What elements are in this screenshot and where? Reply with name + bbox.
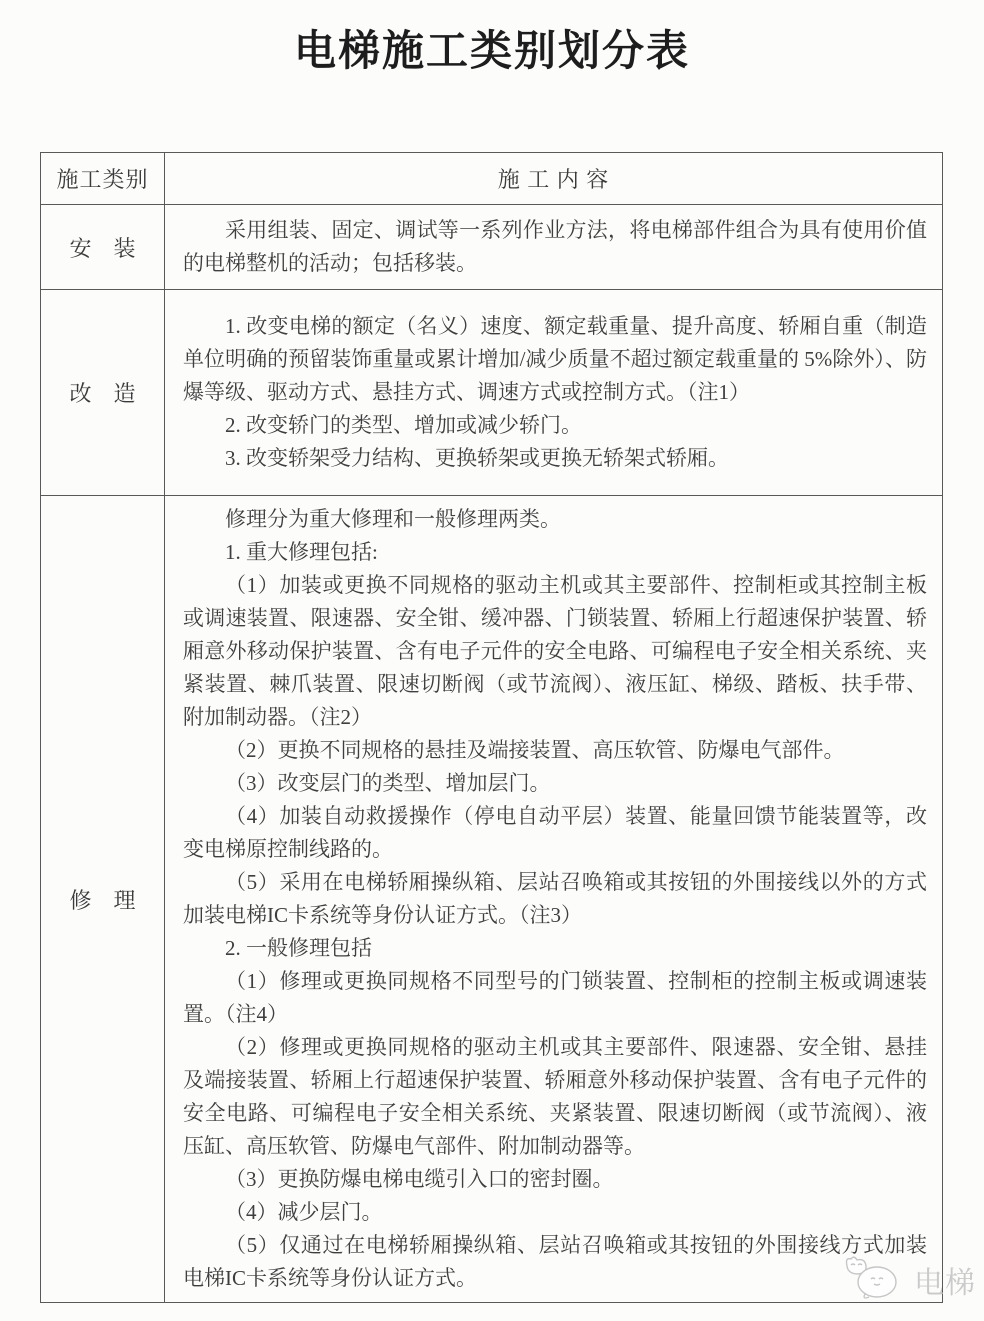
table-header-row [41,153,943,205]
paragraph: （2）更换不同规格的悬挂及端接装置、高压软管、防爆电气部件。 [225,738,845,762]
category-cell-repair: 修 理 [41,496,165,1303]
page-title: 电梯施工类别划分表 [293,27,690,74]
paragraph: 3. 改变轿架受力结构、更换轿架或更换无轿架式轿厢。 [225,446,729,470]
paragraph: 1. 重大修理包括: [225,540,378,564]
paragraph: （3）改变层门的类型、增加层门。 [225,771,551,795]
paragraph-group [183,214,927,280]
table-row-install [41,205,943,290]
cat-mascot-icon [841,1252,909,1307]
watermark [841,1252,976,1307]
table-row-repair [41,496,943,1303]
paragraph: （5）采用在电梯轿厢操纵箱、层站召唤箱或其按钮的外围接线以外的方式加装电梯IC卡系统等身份认证方式。（注3） [183,870,927,927]
content-cell-modify [165,290,943,496]
header-content-cell: 施 工 内 容 [165,153,943,205]
content-cell-install [165,205,943,290]
paragraph: （4）减少层门。 [225,1200,383,1224]
watermark-label: 电梯 [914,1266,976,1300]
paragraph: （1）加装或更换不同规格的驱动主机或其主要部件、控制柜或其控制主板或调速装置、限速器、安全钳、缓冲器、门锁装置、轿厢上行超速保护装置、轿厢意外移动保护装置、含有电子元件的安全电路、可编程电子安全相关系统、夹紧装置、棘爪装置、限速切断阀（或节流阀）、液压缸、梯级、踏板、扶手带、附加制动器。（注2） [183,573,927,729]
paragraph: 修理分为重大修理和一般修理两类。 [225,507,561,531]
paragraph-group [183,310,927,475]
paragraph: （5）仅通过在电梯轿厢操纵箱、层站召唤箱或其按钮的外围接线方式加装电梯IC卡系统等身份认证方式。 [183,1233,927,1290]
category-cell-modify: 改 造 [41,290,165,496]
paragraph: （1）修理或更换同规格不同型号的门锁装置、控制柜的控制主板或调速装置。（注4） [183,969,927,1026]
paragraph-group [183,503,927,1295]
category-cell-install: 安 装 [41,205,165,290]
classification-table [40,152,943,1303]
table-row-modify [41,290,943,496]
paragraph: 1. 改变电梯的额定（名义）速度、额定载重量、提升高度、轿厢自重（制造单位明确的预留装饰重量或累计增加/减少质量不超过额定载重量的 5%除外）、防爆等级、驱动方式、悬挂方式、调速方式或控制方式。（注1） [183,314,927,404]
paragraph: 2. 一般修理包括 [225,936,372,960]
content-cell-repair [165,496,943,1303]
paragraph: （3）更换防爆电梯电缆引入口的密封圈。 [225,1167,614,1191]
paragraph: （4）加装自动救援操作（停电自动平层）装置、能量回馈节能装置等，改变电梯原控制线路的。 [183,804,927,861]
paragraph: 2. 改变轿门的类型、增加或减少轿门。 [225,413,582,437]
paragraph: 采用组装、固定、调试等一系列作业方法，将电梯部件组合为具有使用价值的电梯整机的活动；包括移装。 [183,218,927,275]
paragraph: （2）修理或更换同规格的驱动主机或其主要部件、限速器、安全钳、悬挂及端接装置、轿厢上行超速保护装置、轿厢意外移动保护装置、含有电子元件的安全电路、可编程电子安全相关系统、夹紧装置、限速切断阀（或节流阀）、液压缸、高压软管、防爆电气部件、附加制动器等。 [183,1035,927,1158]
header-category-cell: 施工类别 [41,153,165,205]
